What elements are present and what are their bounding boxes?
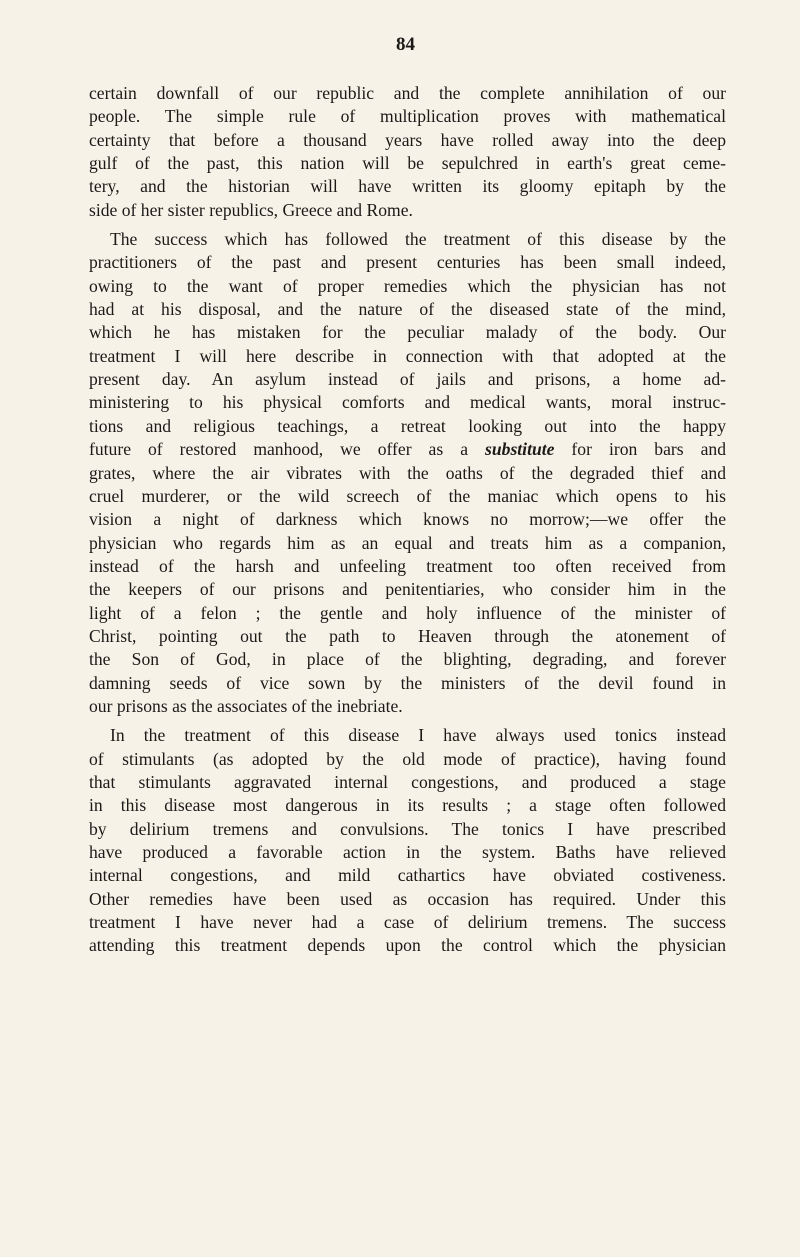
text-line: physician who regards him as an equal and treats him as a companion, [89, 532, 726, 553]
text-line: treatment I will here describe in connection with that adopted at the [89, 345, 726, 366]
paragraph [89, 228, 726, 718]
text-line: side of her sister republics, Greece and Rome. [89, 199, 413, 220]
text-line: light of a felon ; the gentle and holy influence of the minister of [89, 602, 726, 623]
text-line: damning seeds of vice sown by the ministers of the devil found in [89, 672, 726, 693]
text-line: present day. An asylum instead of jails and prisons, a home ad- [89, 369, 726, 390]
text-line: The success which has followed the treatment of this disease by the [110, 229, 726, 250]
emphasized-word: substitute [485, 439, 555, 460]
text-line: ministering to his physical comforts and medical wants, moral instruc- [89, 392, 726, 413]
text-line: Christ, pointing out the path to Heaven through the atonement of [89, 625, 726, 646]
text-line: vision a night of darkness which knows no morrow;—we offer the [89, 509, 726, 530]
text-line: of stimulants (as adopted by the old mode of practice), having found [89, 748, 726, 769]
paragraph [89, 82, 726, 222]
text-line: Other remedies have been used as occasion has required. Under this [89, 888, 726, 909]
body-text [89, 82, 726, 958]
text-line: treatment I have never had a case of delirium tremens. The success [89, 912, 726, 933]
text-line: the keepers of our prisons and penitentiaries, who consider him in the [89, 579, 726, 600]
text-line: which he has mistaken for the peculiar malady of the body. Our [89, 322, 726, 343]
text-line: people. The simple rule of multiplication proves with mathematical [89, 106, 726, 127]
text-line: the Son of God, in place of the blighting, degrading, and forever [89, 649, 726, 670]
text-line: by delirium tremens and convulsions. The tonics I have prescribed [89, 818, 726, 839]
text-line: internal congestions, and mild cathartics have obviated costiveness. [89, 865, 726, 886]
text-line: that stimulants aggravated internal congestions, and produced a stage [89, 771, 726, 792]
text-line: had at his disposal, and the nature of the diseased state of the mind, [89, 299, 726, 320]
text-line: certainty that before a thousand years have rolled away into the deep [89, 129, 726, 150]
text-line: future of restored manhood, we offer as a substitute for iron bars and [89, 439, 726, 460]
text-line: tions and religious teachings, a retreat looking out into the happy [89, 415, 726, 436]
text-line: instead of the harsh and unfeeling treatment too often received from [89, 555, 726, 576]
text-line: In the treatment of this disease I have always used tonics instead [110, 725, 726, 746]
text-line: have produced a favorable action in the system. Baths have relieved [89, 842, 726, 862]
text-line: gulf of the past, this nation will be sepulchred in earth's great ceme- [89, 153, 726, 174]
text-line: cruel murderer, or the wild screech of the maniac which opens to his [89, 485, 726, 506]
text-line: our prisons as the associates of the inebriate. [89, 695, 403, 716]
text-line: attending this treatment depends upon the control which the physician [89, 935, 726, 956]
text-line: grates, where the air vibrates with the oaths of the degraded thief and [89, 462, 726, 483]
paragraph [89, 724, 726, 957]
text-line: owing to the want of proper remedies which the physician has not [89, 275, 726, 296]
text-line: tery, and the historian will have written its gloomy epitaph by the [89, 176, 726, 197]
page-number: 84 [396, 34, 415, 55]
book-page [89, 34, 726, 958]
text-line: in this disease most dangerous in its results ; a stage often followed [89, 795, 726, 816]
text-line: practitioners of the past and present centuries has been small indeed, [89, 252, 726, 273]
text-line: certain downfall of our republic and the complete annihilation of our [89, 83, 726, 103]
